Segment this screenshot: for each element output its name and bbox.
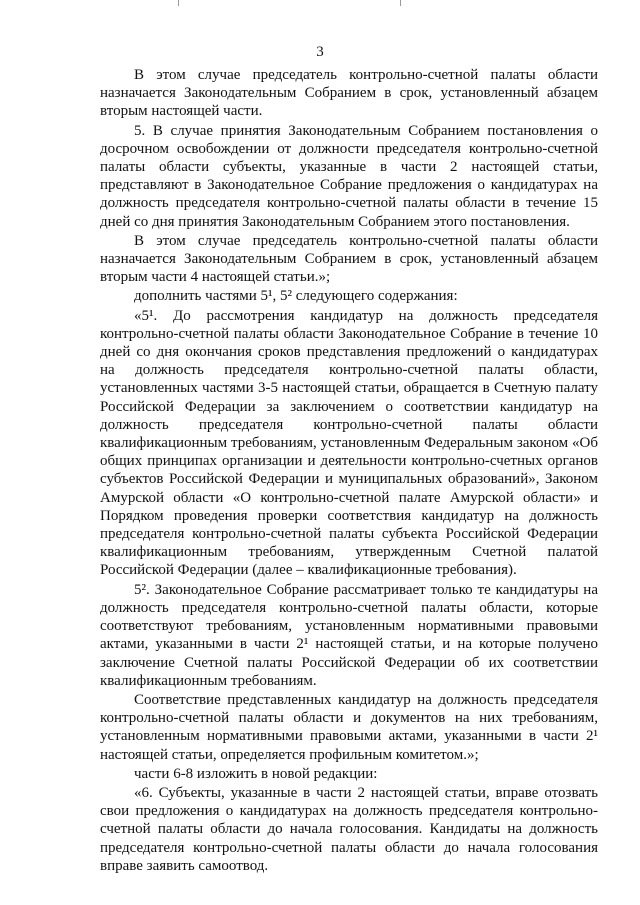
paragraph: В этом случае председатель контрольно-счетной палаты области назначается Законодательным Собранием в срок, установленный абзацем вторым настоящей части. [100,67,598,120]
page-number: 3 [316,44,324,60]
paragraph: дополнить частями 5¹, 5² следующего содержания: [134,288,458,305]
paragraph: 5. В случае принятия Законодательным Собранием постановления о досрочном освобождении от должности председателя контрольно-счетной палаты области субъекты, указанные в части 2 настоящей статьи, представляют в Законодательное Собрание предложения о кандидатурах на должность председателя контрольно-счетной палаты области в течение 15 дней со дня принятия Законодательным Собранием этого постановления. [100,122,598,230]
paragraph: 5². Законодательное Собрание рассматривает только те кандидатуры на должность председателя контрольно-счетной палаты области, которые соответствуют требованиям, установленным нормативными правовыми актами, указанными в части 2¹ настоящей статьи, и на которые получено заключение Счетной палаты Российской Федерации об их соответствии квалификационным требованиям. [100,581,598,689]
paragraph: «5¹. До рассмотрения кандидатур на должность председателя контрольно-счетной палаты области Законодательное Собрание в течение 10 дней со дня окончания сроков представления предложений о кандидатурах на должность председателя контрольно-счетной палаты области, установленных частями 3-5 настоящей статьи, обращается в Счетную палату Российской Федерации за заключением о соответствии кандидатур на должность председателя контрольно-счетной палаты области квалификационным требованиям, установленным Федеральным законом «Об общих принципах организации и деятельности контрольно-счетных органов субъектов Российской Федерации и муниципальных образований», Законом Амурской области «О контрольно-счетной палате Амурской области» и Порядком проведения проверки соответствия кандидатур на должность председателя контрольно-счетной палаты субъекта Российской Федерации квалификационным требованиям, утвержденным Счетной палатой Российской Федерации (далее – квалификационные требования). [100,307,598,579]
paragraph: В этом случае председатель контрольно-счетной палаты области назначается Законодательным Собранием в срок, установленный абзацем вторым части 4 настоящей статьи.»; [100,232,598,286]
scan-mark-left [178,0,179,6]
document-body [100,66,598,876]
paragraph: Соответствие представленных кандидатур на должность председателя контрольно-счетной палаты области и документов на них требованиям, установленным нормативными правовыми актами, указанными в части 2¹ настоящей статьи, определяется профильным комитетом.»; [100,691,598,763]
paragraph: «6. Субъекты, указанные в части 2 настоящей статьи, вправе отозвать свои предложения о кандидатурах на должность председателя контрольно-счетной палаты области до начала голосования. Кандидаты на должность председателя контрольно-счетной палаты области до начала голосования вправе заявить самоотвод. [100,784,598,874]
scan-mark-right [400,0,401,6]
paragraph: части 6-8 изложить в новой редакции: [134,765,378,782]
